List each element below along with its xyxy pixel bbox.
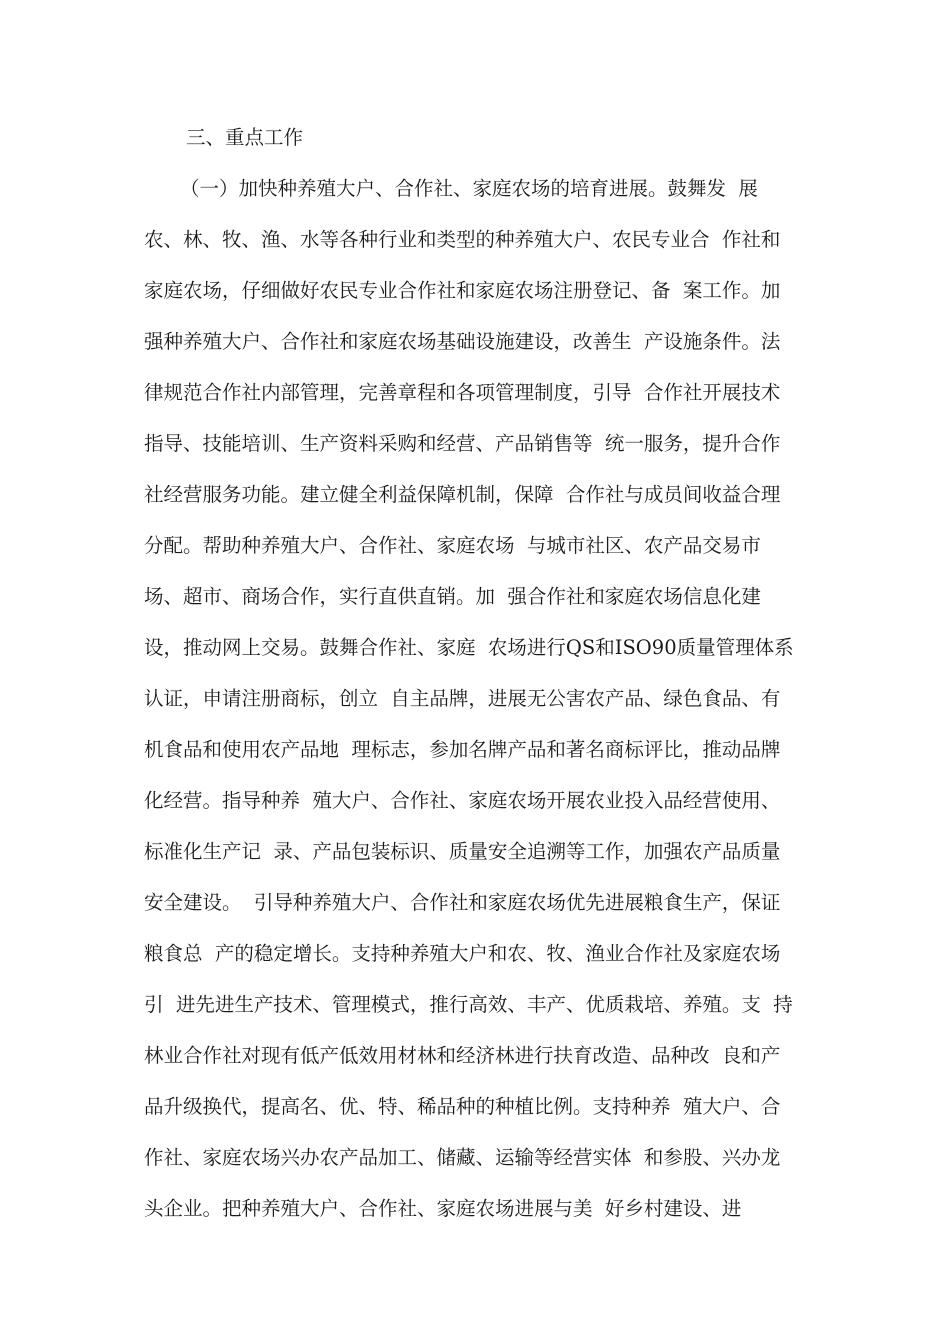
- body-line: 强种养殖大户、合作社和家庭农场基础设施建设，改善生 产设施条件。法: [144, 330, 781, 353]
- body-line: 农、林、牧、渔、水等各种行业和类型的种养殖大户、农民专业合 作社和: [144, 228, 781, 251]
- body-line: 引 进先进生产技术、管理模式，推行高效、丰产、优质栽培、养殖。支 持: [144, 993, 793, 1016]
- body-line: 认证，申请注册商标，创立 自主品牌，进展无公害农产品、绿色食品、有: [144, 687, 781, 710]
- body-line: 机食品和使用农产品地 理标志，参加名牌产品和著名商标评比，推动品牌: [144, 738, 781, 761]
- body-line: 安全建设。 引导种养殖大户、合作社和家庭农场优先进展粮食生产，保证: [144, 891, 781, 914]
- body-line: 律规范合作社内部管理，完善章程和各项管理制度，引导 合作社开展技术: [144, 381, 781, 404]
- body-line: 分配。帮助种养殖大户、合作社、家庭农场 与城市社区、农产品交易市: [144, 534, 761, 557]
- body-line: 社经营服务功能。建立健全利益保障机制，保障 合作社与成员间收益合理: [144, 483, 781, 506]
- body-line: 头企业。把种养殖大户、合作社、家庭农场进展与美 好乡村建设、进: [144, 1197, 742, 1220]
- body-line: 品升级换代，提高名、优、特、稀品种的种植比例。支持种养 殖大户、合: [144, 1095, 781, 1118]
- body-line: 场、超市、商场合作，实行直供直销。加 强合作社和家庭农场信息化建: [144, 585, 761, 608]
- body-line: 家庭农场，仔细做好农民专业合作社和家庭农场注册登记、备 案工作。加: [144, 279, 781, 302]
- body-line: 设，推动网上交易。鼓舞合作社、家庭 农场进行QS和ISO90质量管理体系: [144, 636, 794, 659]
- body-line: 粮食总 产的稳定增长。支持种养殖大户和农、牧、渔业合作社及家庭农场: [144, 942, 781, 965]
- body-line: （一）加快种养殖大户、合作社、家庭农场的培育进展。鼓舞发 展: [180, 177, 758, 200]
- body-line: 林业合作社对现有低产低效用材林和经济林进行扶育改造、品种改 良和产: [144, 1044, 781, 1067]
- body-line: 指导、技能培训、生产资料采购和经营、产品销售等 统一服务，提升合作: [144, 432, 781, 455]
- body-line: 作社、家庭农场兴办农产品加工、储藏、运输等经营实体 和参股、兴办龙: [144, 1146, 781, 1169]
- body-line: 化经营。指导种养 殖大户、合作社、家庭农场开展农业投入品经营使用、: [144, 789, 781, 812]
- body-line: 标准化生产记 录、产品包装标识、质量安全追溯等工作，加强农产品质量: [144, 840, 781, 863]
- section-heading: 三、重点工作: [186, 126, 304, 149]
